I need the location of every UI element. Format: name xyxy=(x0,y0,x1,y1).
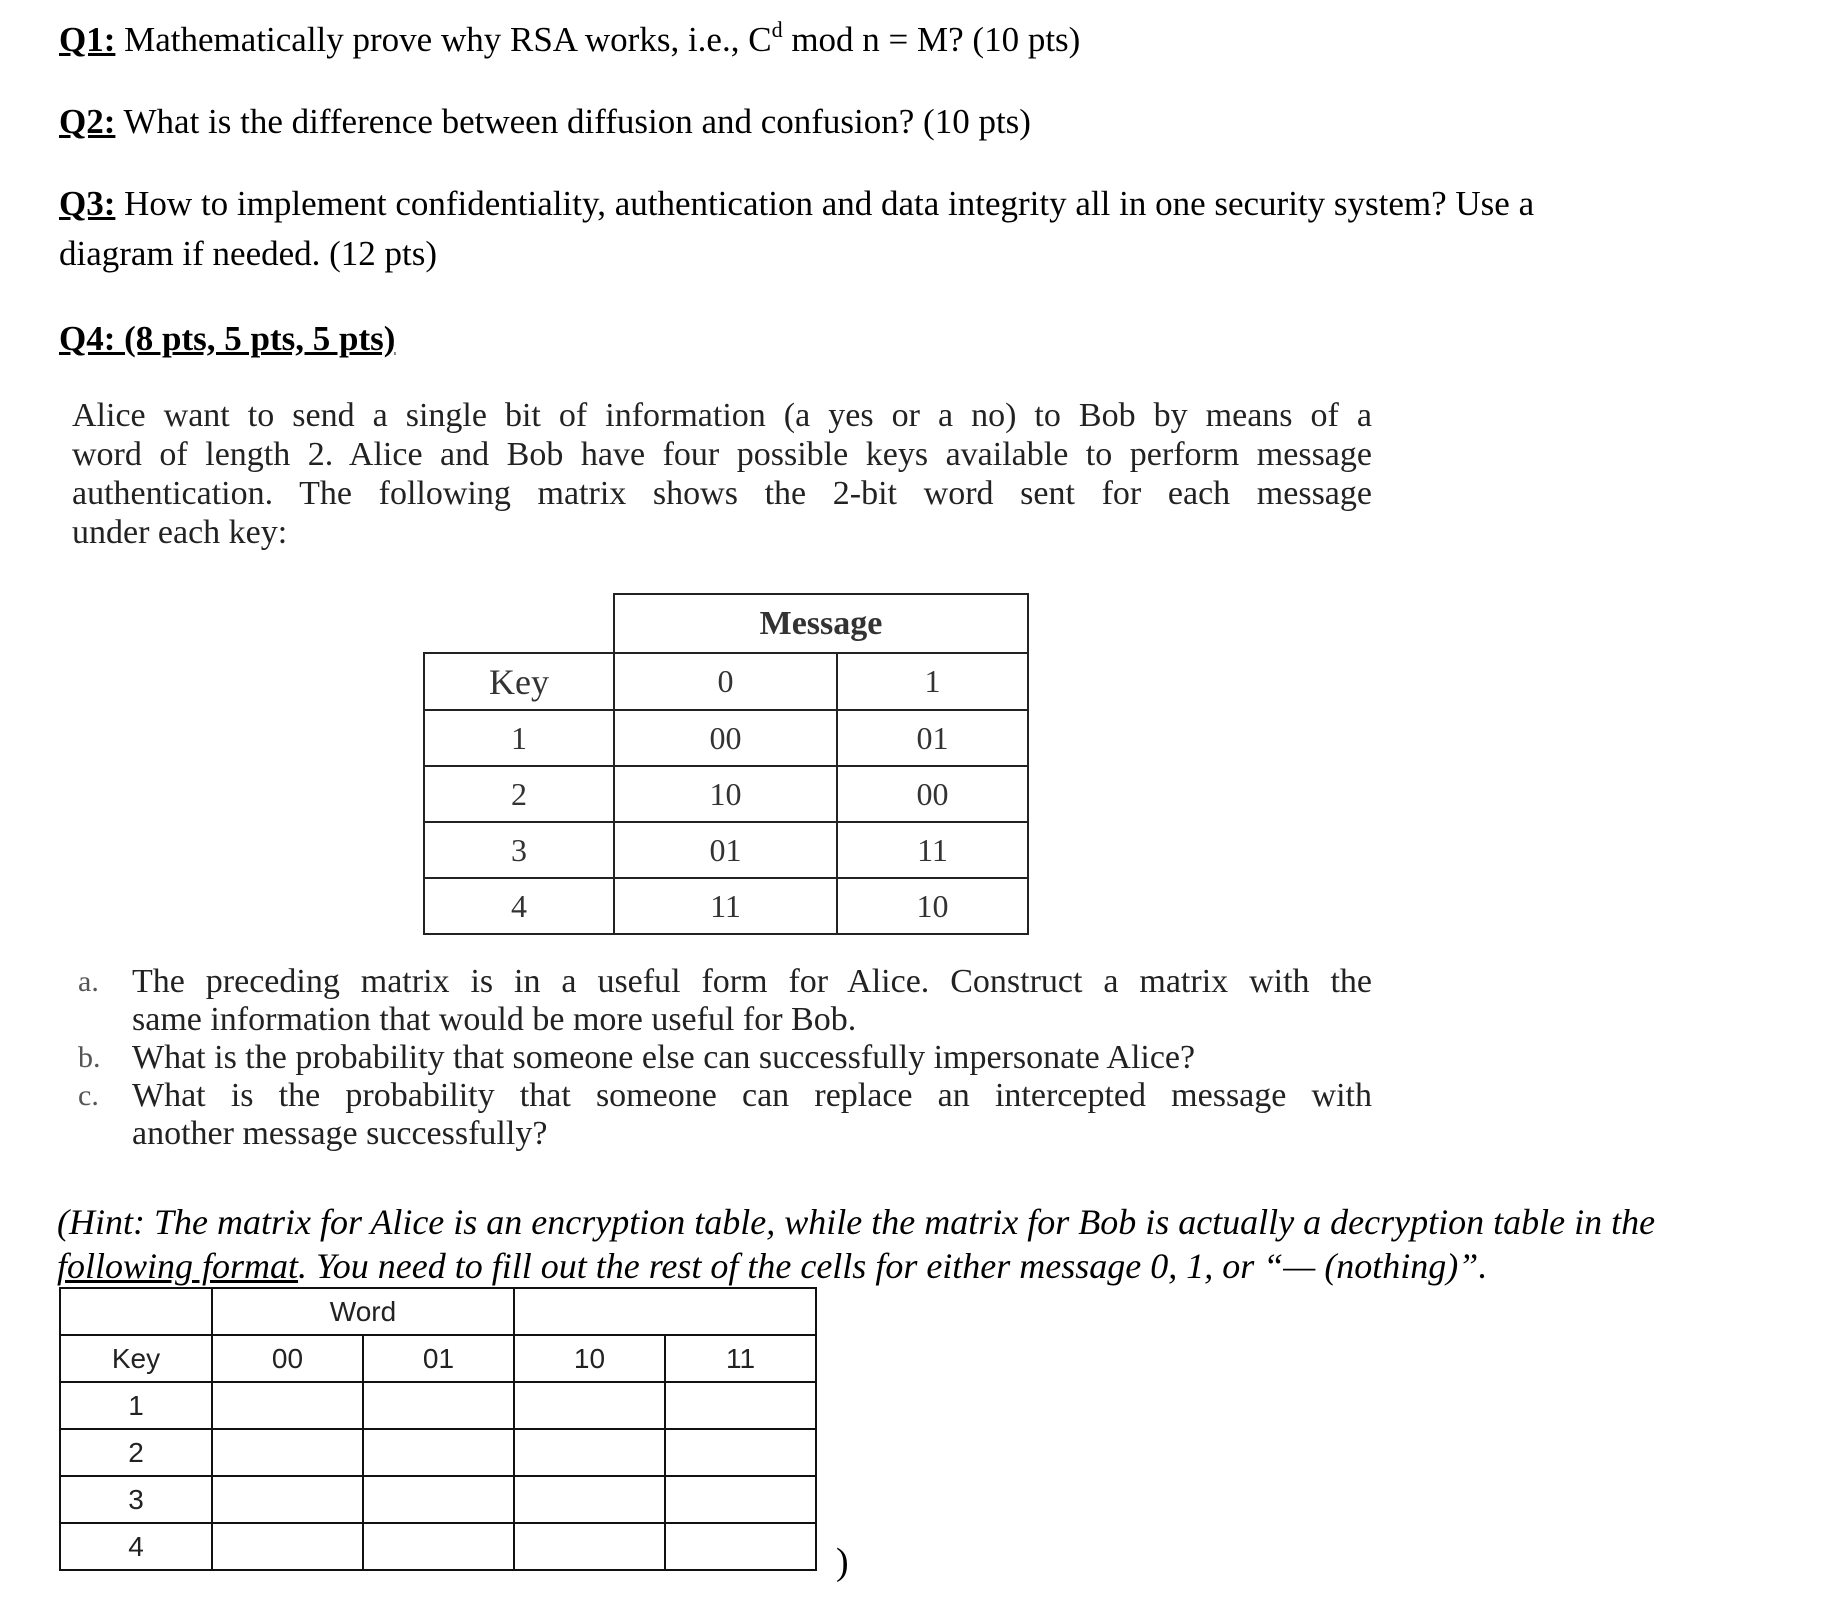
empty-cell xyxy=(363,1429,514,1476)
subquestion-letter: b. xyxy=(78,1041,101,1074)
word-cell: 00 xyxy=(837,766,1028,822)
hint-text xyxy=(57,1200,1737,1288)
empty-cell xyxy=(665,1476,816,1523)
bob-decryption-table xyxy=(59,1287,817,1571)
empty-cell xyxy=(514,1523,665,1570)
word-cell: 11 xyxy=(837,822,1028,878)
question-1-superscript: d xyxy=(771,17,783,42)
closing-parenthesis: ) xyxy=(836,1541,849,1583)
key-cell: 3 xyxy=(60,1476,212,1523)
empty-cell xyxy=(514,1382,665,1429)
table-row xyxy=(424,878,1028,934)
table-row xyxy=(424,766,1028,822)
question-4 xyxy=(59,314,395,364)
empty-cell xyxy=(514,1429,665,1476)
key-cell: 4 xyxy=(424,878,614,934)
question-1-label: Q1: xyxy=(59,20,116,59)
message-header: Message xyxy=(614,594,1028,653)
key-cell: 4 xyxy=(60,1523,212,1570)
question-2-label: Q2: xyxy=(59,102,116,141)
key-header: Key xyxy=(424,653,614,710)
message-value-1: 1 xyxy=(837,653,1028,710)
key-cell: 3 xyxy=(424,822,614,878)
empty-cell xyxy=(363,1476,514,1523)
key-header: Key xyxy=(60,1335,212,1382)
question-3-label: Q3: xyxy=(59,184,116,223)
problem-line-2: word of length 2. Alice and Bob have four possible keys available to perform message xyxy=(72,436,1372,473)
message-value-0: 0 xyxy=(614,653,837,710)
hint-line-1: (Hint: The matrix for Alice is an encryption table, while the matrix for Bob is actually a decryption table in the xyxy=(57,1202,1656,1242)
empty-cell xyxy=(212,1523,363,1570)
key-cell: 1 xyxy=(60,1382,212,1429)
word-cell: 10 xyxy=(614,766,837,822)
hint-line-2-rest: . You need to fill out the rest of the cells for either message 0, 1, or “— (nothing)”. xyxy=(298,1246,1488,1286)
table-row xyxy=(60,1429,816,1476)
subquestion-c-line-1: What is the probability that someone can replace an intercepted message with xyxy=(132,1077,1372,1114)
subquestion-letter: a. xyxy=(78,965,99,998)
word-cell: 10 xyxy=(837,878,1028,934)
word-header-spacer xyxy=(514,1288,816,1335)
empty-corner-cell xyxy=(60,1288,212,1335)
table-row xyxy=(424,822,1028,878)
problem-line-1: Alice want to send a single bit of information (a yes or a no) to Bob by means of a xyxy=(72,397,1372,434)
subquestion-a-line-1: The preceding matrix is in a useful form for Alice. Construct a matrix with the xyxy=(132,963,1372,1000)
word-cell: 01 xyxy=(837,710,1028,766)
word-value-11: 11 xyxy=(665,1335,816,1382)
empty-cell xyxy=(212,1382,363,1429)
key-cell: 2 xyxy=(60,1429,212,1476)
empty-cell xyxy=(212,1429,363,1476)
word-header: Word xyxy=(212,1288,514,1335)
subquestion-b xyxy=(72,1039,1372,1077)
table-row xyxy=(60,1523,816,1570)
empty-cell xyxy=(514,1476,665,1523)
question-3-text-line2: diagram if needed. (12 pts) xyxy=(59,234,438,273)
empty-cell xyxy=(212,1476,363,1523)
subquestion-list xyxy=(72,963,1372,1153)
question-2 xyxy=(59,97,1031,147)
table-row xyxy=(60,1476,816,1523)
question-1 xyxy=(59,15,1080,65)
subquestion-letter: c. xyxy=(78,1079,99,1112)
question-1-text-b: mod n = M? (10 pts) xyxy=(782,20,1081,59)
empty-cell xyxy=(363,1523,514,1570)
question-3-text-line1: How to implement confidentiality, authentication and data integrity all in one security system? Use a xyxy=(115,184,1535,223)
problem-line-4: under each key: xyxy=(72,514,288,551)
table-row xyxy=(424,710,1028,766)
word-cell: 11 xyxy=(614,878,837,934)
word-value-10: 10 xyxy=(514,1335,665,1382)
question-2-text: What is the difference between diffusion and confusion? (10 pts) xyxy=(115,102,1031,141)
hint-line-2 xyxy=(57,1244,1737,1288)
subquestion-a-line-2: same information that would be more useful for Bob. xyxy=(132,1001,857,1038)
word-value-00: 00 xyxy=(212,1335,363,1382)
problem-statement xyxy=(72,396,1372,552)
empty-cell xyxy=(363,1382,514,1429)
subquestion-c-line-2: another message successfully? xyxy=(132,1115,548,1152)
alice-encryption-table xyxy=(423,593,1029,935)
word-value-01: 01 xyxy=(363,1335,514,1382)
empty-corner-cell xyxy=(424,594,614,653)
empty-cell xyxy=(665,1523,816,1570)
subquestion-a xyxy=(72,963,1372,1039)
question-4-label: Q4: (8 pts, 5 pts, 5 pts) xyxy=(59,319,396,358)
word-cell: 00 xyxy=(614,710,837,766)
subquestion-b-line-1: What is the probability that someone else can successfully impersonate Alice? xyxy=(132,1039,1196,1076)
key-cell: 2 xyxy=(424,766,614,822)
subquestion-c xyxy=(72,1077,1372,1153)
hint-underlined-text: following format xyxy=(57,1246,299,1286)
question-1-text-a: Mathematically prove why RSA works, i.e., C xyxy=(115,20,772,59)
table-row xyxy=(60,1382,816,1429)
problem-line-3: authentication. The following matrix shows the 2-bit word sent for each message xyxy=(72,475,1372,512)
word-cell: 01 xyxy=(614,822,837,878)
empty-cell xyxy=(665,1382,816,1429)
empty-cell xyxy=(665,1429,816,1476)
question-3 xyxy=(59,179,1534,279)
key-cell: 1 xyxy=(424,710,614,766)
